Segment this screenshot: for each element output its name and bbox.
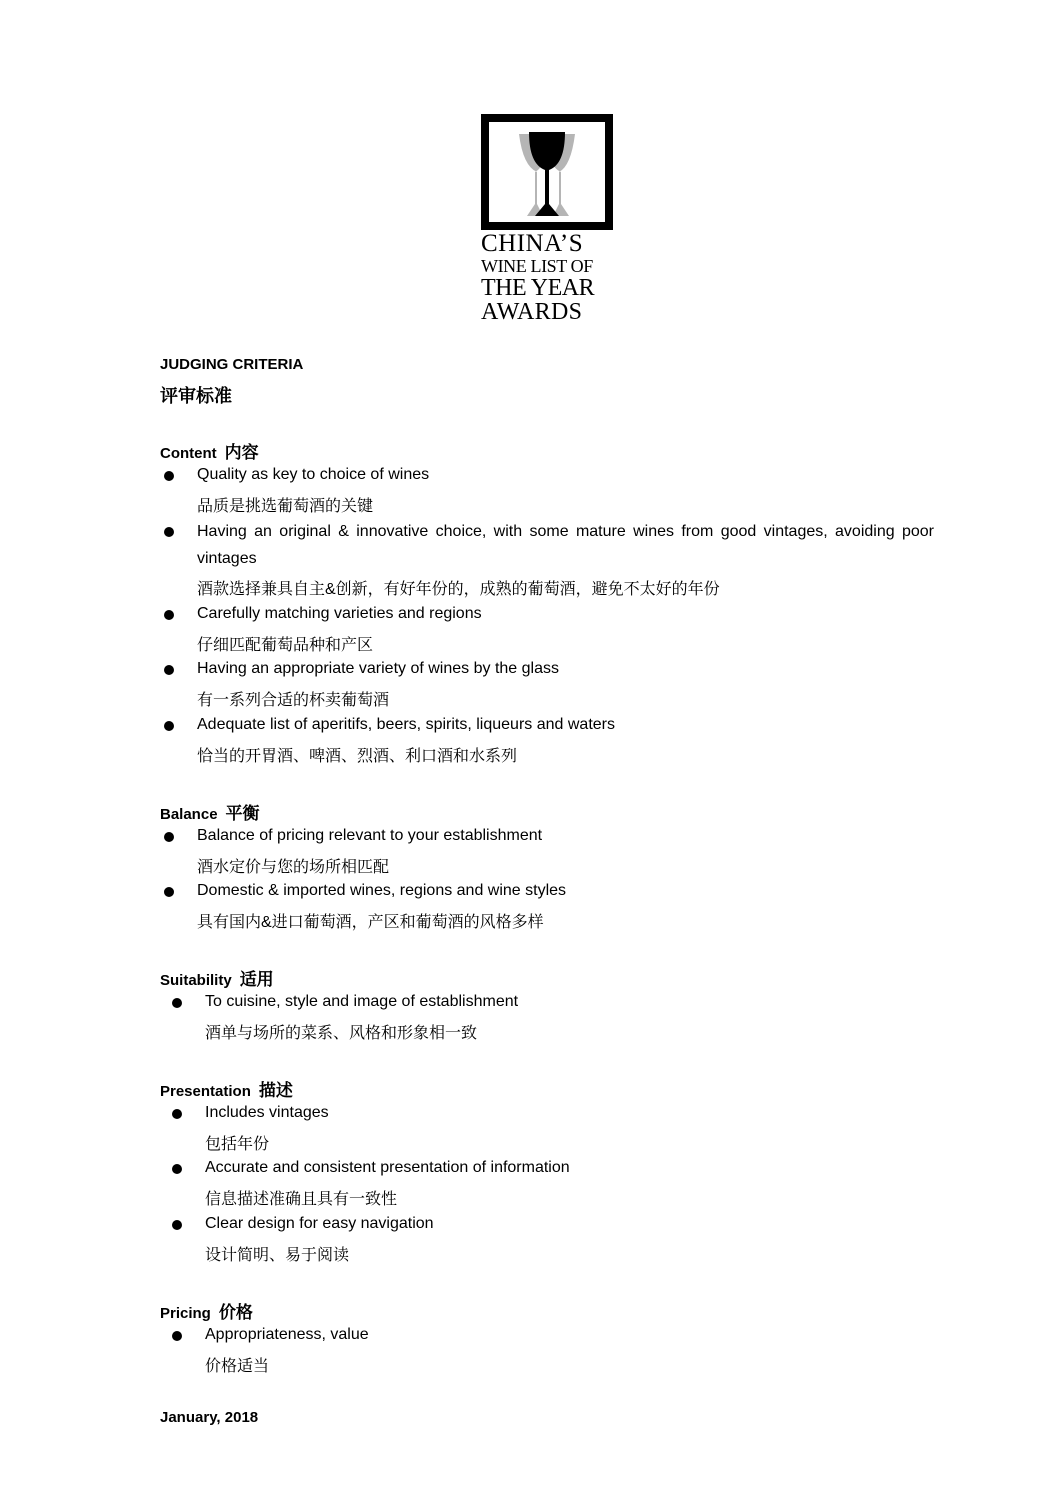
section-heading-label-zh: 描述	[258, 1081, 293, 1100]
section-heading-balance	[160, 799, 260, 824]
awards-logo	[481, 114, 613, 324]
list-item: Accurate and consistent presentation of information	[205, 1159, 570, 1176]
bullet-icon	[164, 610, 174, 620]
bullet-icon	[164, 832, 174, 842]
list-item-zh: 信息描述准确且具有一致性	[205, 1191, 398, 1208]
bullet-icon	[164, 471, 174, 481]
list-item-zh: 价格适当	[205, 1358, 270, 1375]
bullet-icon	[172, 1164, 182, 1174]
section-heading-pricing	[160, 1298, 253, 1323]
section-heading-label: Pricing	[160, 1305, 211, 1322]
list-item: Having an appropriate variety of wines by the glass	[197, 660, 559, 677]
bullet-icon	[164, 527, 174, 537]
page-title-zh: 评审标准	[160, 386, 232, 406]
list-item: Appropriateness, value	[205, 1326, 369, 1343]
section-heading-label: Suitability	[160, 972, 232, 989]
section-heading-label-zh: 内容	[224, 443, 259, 462]
list-item: Quality as key to choice of wines	[197, 466, 430, 483]
section-heading-suitability	[160, 965, 274, 990]
bullet-icon	[172, 998, 182, 1008]
section-heading-content	[160, 438, 259, 463]
list-item-zh: 酒单与场所的菜系、风格和形象相一致	[205, 1025, 478, 1042]
bullet-icon	[164, 665, 174, 675]
list-item: Adequate list of aperitifs, beers, spirits, liqueurs and waters	[197, 716, 615, 733]
list-item-zh: 具有国内&进口葡萄酒，产区和葡萄酒的风格多样	[197, 914, 544, 931]
section-heading-label-zh: 平衡	[225, 804, 260, 823]
wine-glasses-icon	[481, 114, 613, 230]
list-item: Carefully matching varieties and regions	[197, 605, 482, 622]
bullet-icon	[172, 1109, 182, 1119]
list-item-zh: 包括年份	[205, 1136, 270, 1153]
logo-text-line-3: THE YEAR	[481, 275, 595, 301]
section-heading-label: Presentation	[160, 1083, 251, 1100]
section-heading-presentation	[160, 1076, 293, 1101]
list-item: Balance of pricing relevant to your establishment	[197, 827, 543, 844]
bullet-icon	[172, 1331, 182, 1341]
logo-text-line-1: CHINA’S	[481, 230, 584, 257]
section-heading-label: Content	[160, 445, 217, 462]
list-item: To cuisine, style and image of establishment	[205, 993, 519, 1010]
list-item: Domestic & imported wines, regions and wine styles	[197, 882, 567, 899]
list-item: Having an original & innovative choice, with some mature wines from good vintages, avoiding poor vintages	[197, 523, 934, 567]
logo-text-line-2: WINE LIST OF	[481, 256, 593, 276]
bullet-icon	[172, 1220, 182, 1230]
section-heading-label-zh: 价格	[218, 1303, 253, 1322]
list-item-zh: 设计简明、易于阅读	[205, 1247, 350, 1264]
list-item: Clear design for easy navigation	[205, 1215, 434, 1232]
list-item-zh: 恰当的开胃酒、啤酒、烈酒、利口酒和水系列	[197, 748, 518, 765]
section-heading-label: Balance	[160, 806, 218, 823]
list-item-zh: 仔细匹配葡萄品种和产区	[197, 637, 374, 654]
bullet-icon	[164, 887, 174, 897]
list-item: Includes vintages	[205, 1104, 329, 1121]
document-date: January, 2018	[160, 1409, 259, 1426]
list-item-zh: 酒款选择兼具自主&创新，有好年份的，成熟的葡萄酒，避免不太好的年份	[197, 581, 720, 598]
page-title: JUDGING CRITERIA	[160, 356, 304, 373]
list-item-zh: 品质是挑选葡萄酒的关键	[197, 498, 374, 515]
list-item-zh: 有一系列合适的杯卖葡萄酒	[197, 692, 390, 709]
section-heading-label-zh: 适用	[239, 970, 274, 989]
logo-text-line-4: AWARDS	[481, 299, 583, 325]
bullet-icon	[164, 721, 174, 731]
list-item-zh: 酒水定价与您的场所相匹配	[197, 859, 390, 876]
